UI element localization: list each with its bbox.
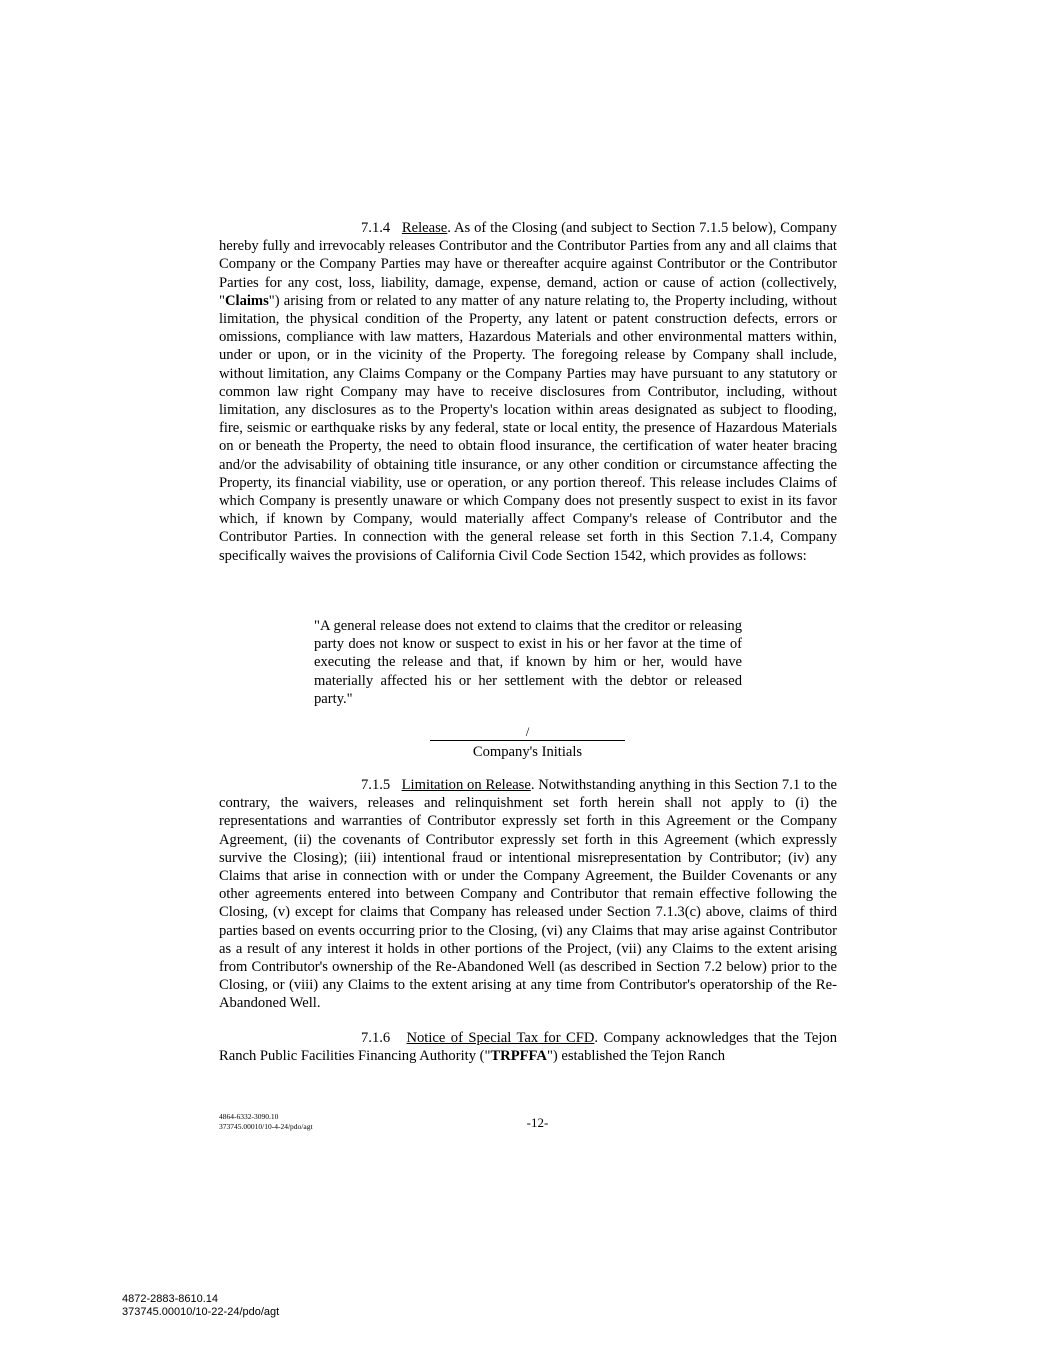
footer-document-codes bbox=[219, 1112, 313, 1131]
bottom-file-code: 373745.00010/10-22-24/pdo/agt bbox=[122, 1306, 280, 1318]
section-7-1-6-heading: Notice of Special Tax for CFD bbox=[406, 1030, 595, 1046]
section-7-1-5-paragraph bbox=[219, 776, 837, 1013]
section-7-1-4-heading: Release bbox=[401, 220, 448, 236]
section-7-1-4-paragraph bbox=[219, 219, 837, 565]
claims-defined-term: Claims bbox=[224, 292, 269, 309]
section-7-1-5-number: 7.1.5 bbox=[361, 777, 391, 793]
section-7-1-4-number: 7.1.4 bbox=[361, 220, 391, 236]
footer-file-code: 373745.00010/10-4-24/pdo/agt bbox=[219, 1121, 313, 1131]
section-7-1-4-text-a: . As of the Closing (and subject to Section 7.1.5 below), Company hereby fully and irrevocably releases Contributor and the Contributor Parties from any and all claims that Company or the Company Parties may have or thereafter acquire against Contributor or the Contributor Parties for any cost, loss, liability, damage, expense, demand, action or cause of action (collectively, " bbox=[219, 220, 837, 309]
page-number: -12- bbox=[526, 1115, 549, 1130]
section-7-1-6-number: 7.1.6 bbox=[361, 1030, 391, 1046]
trpffa-defined-term: TRPFFA bbox=[490, 1048, 547, 1065]
company-initials-line: / bbox=[430, 724, 625, 741]
section-7-1-6-text-a: . Company acknowledges that the Tejon Ranch Public Facilities Financing Authority (" bbox=[219, 1030, 837, 1065]
bottom-document-stamp bbox=[122, 1293, 279, 1319]
footer-doc-id: 4864-6332-3090.10 bbox=[219, 1112, 279, 1121]
bottom-doc-id: 4872-2883-8610.14 bbox=[122, 1293, 219, 1305]
section-7-1-6-paragraph bbox=[219, 1029, 837, 1065]
section-7-1-4-text-b: ") arising from or related to any matter of any nature relating to, the Property including, without limitation, the physical condition of the Property, any latent or patent construction defects, errors or omissions, compliance with law matters, Hazardous Materials and other environmental matters within, under or upon, or in the vicinity of the Property. The foregoing release by Company shall include, without limitation, any Claims Company or the Company Parties may have pursuant to any statutory or common law right Company may have to receive disclosures from Contributor, including, without limitation, any disclosures as to the Property's location within areas designated as subject to flooding, fire, seismic or earthquake risks by any federal, state or local entity, the presence of Hazardous Materials on or beneath the Property, the need to obtain flood insurance, the certification of water heater bracing and/or the advisability of obtaining title insurance, or any other condition or circumstance affecting the Property, its financial viability, use or operation, or any portion thereof. This release includes Claims of which Company is presently unaware or which Company does not presently suspect to exist in its favor which, if known by Company, would materially affect Company's release of Contributor and the Contributor Parties. In connection with the general release set forth in this Section 7.1.4, Company specifically waives the provisions of California Civil Code Section 1542, which provides as follows: bbox=[219, 292, 837, 564]
section-7-1-6-text-b: ") established the Tejon Ranch bbox=[546, 1048, 726, 1065]
section-7-1-5-heading: Limitation on Release bbox=[401, 777, 531, 793]
section-7-1-5-text: . Notwithstanding anything in this Section 7.1 to the contrary, the waivers, releases and relinquishment set forth herein shall not apply to (i) the representations and warranties of Contributor expressly set forth in this Agreement or the Company Agreement, (ii) the covenants of Contributor expressly set forth in this Agreement (which expressly survive the Closing); (iii) intentional fraud or intentional misrepresentation by Contributor; (iv) any Claims that arise in connection with or under the Company Agreement, the Builder Covenants or any other agreements entered into between Company and Contributor that remain effective following the Closing, (v) except for claims that Company has released under Section 7.1.3(c) above, claims of third parties based on events occurring prior to the Closing, (vi) any Claims that may arise against Contributor as a result of any interest it holds in other portions of the Project, (vii) any Claims to the extent arising from Contributor's ownership of the Re-Abandoned Well (as described in Section 7.2 below) prior to the Closing, or (viii) any Claims to the extent arising at any time from Contributor's operatorship of the Re-Abandoned Well. bbox=[219, 777, 837, 1012]
company-initials-label: Company's Initials bbox=[472, 744, 583, 760]
civil-code-1542-quote: "A general release does not extend to claims that the creditor or releasing party does not know or suspect to exist in his or her favor at the time of executing the release and that, if known by him or her, would have materially affected his or her settlement with the debtor or released party." bbox=[314, 618, 742, 707]
